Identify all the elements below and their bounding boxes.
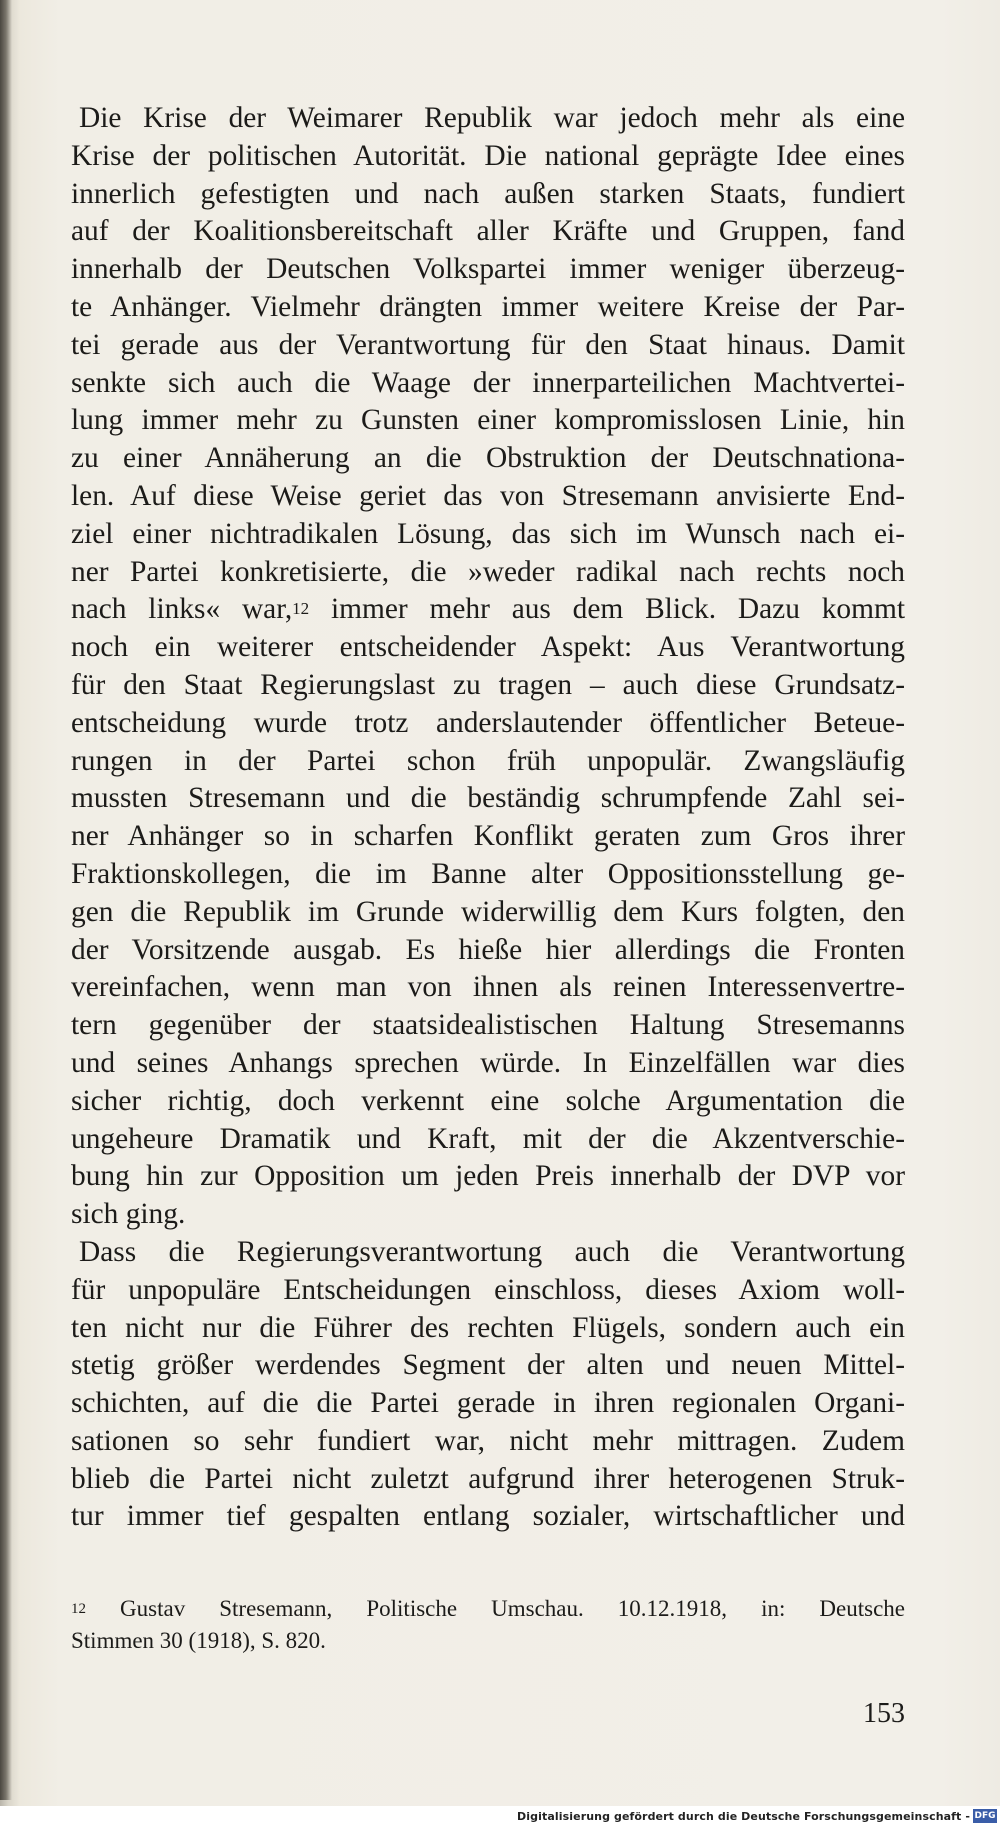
- text-line: Krise der politischen Autorität. Die national geprägte Idee eines: [71, 139, 905, 172]
- text-line: sationen so sehr fundiert war, nicht mehr mittragen. Zudem: [71, 1424, 905, 1457]
- footnote-number: 12: [71, 1601, 86, 1617]
- text-line: der Vorsitzende ausgab. Es hieße hier allerdings die Fronten: [71, 933, 905, 966]
- text-line: gen die Republik im Grunde widerwillig dem Kurs folgten, den: [71, 895, 905, 928]
- text-line: Dass die Regierungsverantwortung auch die Verantwortung: [79, 1235, 905, 1268]
- text-line: für unpopuläre Entscheidungen einschloss, dieses Axiom woll-: [71, 1273, 905, 1306]
- text-line: senkte sich auch die Waage der innerparteilichen Machtvertei-: [71, 366, 905, 399]
- text-fragment: immer mehr aus dem Blick. Dazu kommt: [309, 593, 905, 626]
- text-line: sicher richtig, doch verkennt eine solche Argumentation die: [71, 1084, 905, 1117]
- text-fragment: nach links« war,: [71, 593, 293, 626]
- footnote-reference[interactable]: 12: [292, 599, 310, 619]
- text-line: noch ein weiterer entscheidender Aspekt: Aus Verantwortung: [71, 631, 905, 664]
- page-binding-edge: [0, 0, 12, 1800]
- text-line: stetig größer werdendes Segment der alten und neuen Mittel-: [71, 1349, 905, 1382]
- paragraph-2: [71, 1234, 905, 1536]
- text-line: entscheidung wurde trotz anderslautender öffentlicher Beteue-: [71, 706, 905, 739]
- footnote: [71, 1593, 905, 1657]
- text-line: zu einer Annäherung an die Obstruktion der Deutschnationa-: [71, 442, 905, 475]
- text-line: sich ging.: [71, 1198, 186, 1231]
- text-line: len. Auf diese Weise geriet das von Stresemann anvisierte End-: [71, 479, 905, 512]
- text-line: tur immer tief gespalten entlang sozialer, wirtschaftlicher und: [71, 1500, 905, 1533]
- text-line: tern gegenüber der staatsidealistischen Haltung Stresemanns: [71, 1009, 905, 1042]
- text-line: ziel einer nichtradikalen Lösung, das sich im Wunsch nach ei-: [71, 517, 905, 550]
- text-line: Die Krise der Weimarer Republik war jedoch mehr als eine: [79, 102, 905, 134]
- text-line: vereinfachen, wenn man von ihnen als reinen Interessenvertre-: [71, 971, 905, 1004]
- text-line: ten nicht nur die Führer des rechten Flügels, sondern auch ein: [71, 1311, 905, 1344]
- text-line: für den Staat Regierungslast zu tragen – auch diese Grundsatz-: [71, 668, 905, 701]
- text-line: ner Partei konkretisierte, die »weder radikal nach rechts noch: [71, 555, 905, 588]
- text-line-with-footnote-ref: [71, 591, 905, 629]
- text-line: innerlich gefestigten und nach außen starken Staats, fundiert: [71, 177, 905, 210]
- dfg-logo-icon: DFG: [974, 1811, 996, 1821]
- text-line: ungeheure Dramatik und Kraft, mit der die Akzentverschie-: [71, 1122, 905, 1155]
- text-line: ner Anhänger so in scharfen Konflikt geraten zum Gros ihrer: [71, 820, 905, 853]
- text-line: bung hin zur Opposition um jeden Preis innerhalb der DVP vor: [71, 1160, 905, 1193]
- page-number: 153: [863, 1698, 905, 1729]
- footnote-text: Gustav Stresemann, Politische Umschau. 10.12.1918, in: Deutsche: [86, 1596, 905, 1621]
- text-line: lung immer mehr zu Gunsten einer kompromisslosen Linie, hin: [71, 404, 905, 437]
- text-line: tei gerade aus der Verantwortung für den Staat hinaus. Damit: [71, 328, 905, 361]
- text-line: auf der Koalitionsbereitschaft aller Kräfte und Gruppen, fand: [71, 215, 905, 248]
- text-line: innerhalb der Deutschen Volkspartei immer weniger überzeug-: [71, 253, 905, 286]
- paragraph-1: [71, 100, 905, 1234]
- text-line: te Anhänger. Vielmehr drängten immer weitere Kreise der Par-: [71, 290, 905, 323]
- text-line: rungen in der Partei schon früh unpopulär. Zwangsläufig: [71, 744, 905, 777]
- text-line: schichten, auf die die Partei gerade in ihren regionalen Organi-: [71, 1387, 905, 1420]
- text-line: mussten Stresemann und die beständig schrumpfende Zahl sei-: [71, 782, 905, 815]
- footnote-line: [71, 1593, 905, 1625]
- text-line: blieb die Partei nicht zuletzt aufgrund ihrer heterogenen Struk-: [71, 1462, 905, 1495]
- text-line: und seines Anhangs sprechen würde. In Einzelfällen war dies: [71, 1046, 905, 1079]
- body-text: [71, 100, 905, 1536]
- digitization-note: Digitalisierung gefördert durch die Deutsche Forschungsgemeinschaft -: [517, 1810, 970, 1823]
- footnote-line: Stimmen 30 (1918), S. 820.: [71, 1628, 326, 1653]
- text-line: Fraktionskollegen, die im Banne alter Oppositionsstellung ge-: [71, 857, 905, 890]
